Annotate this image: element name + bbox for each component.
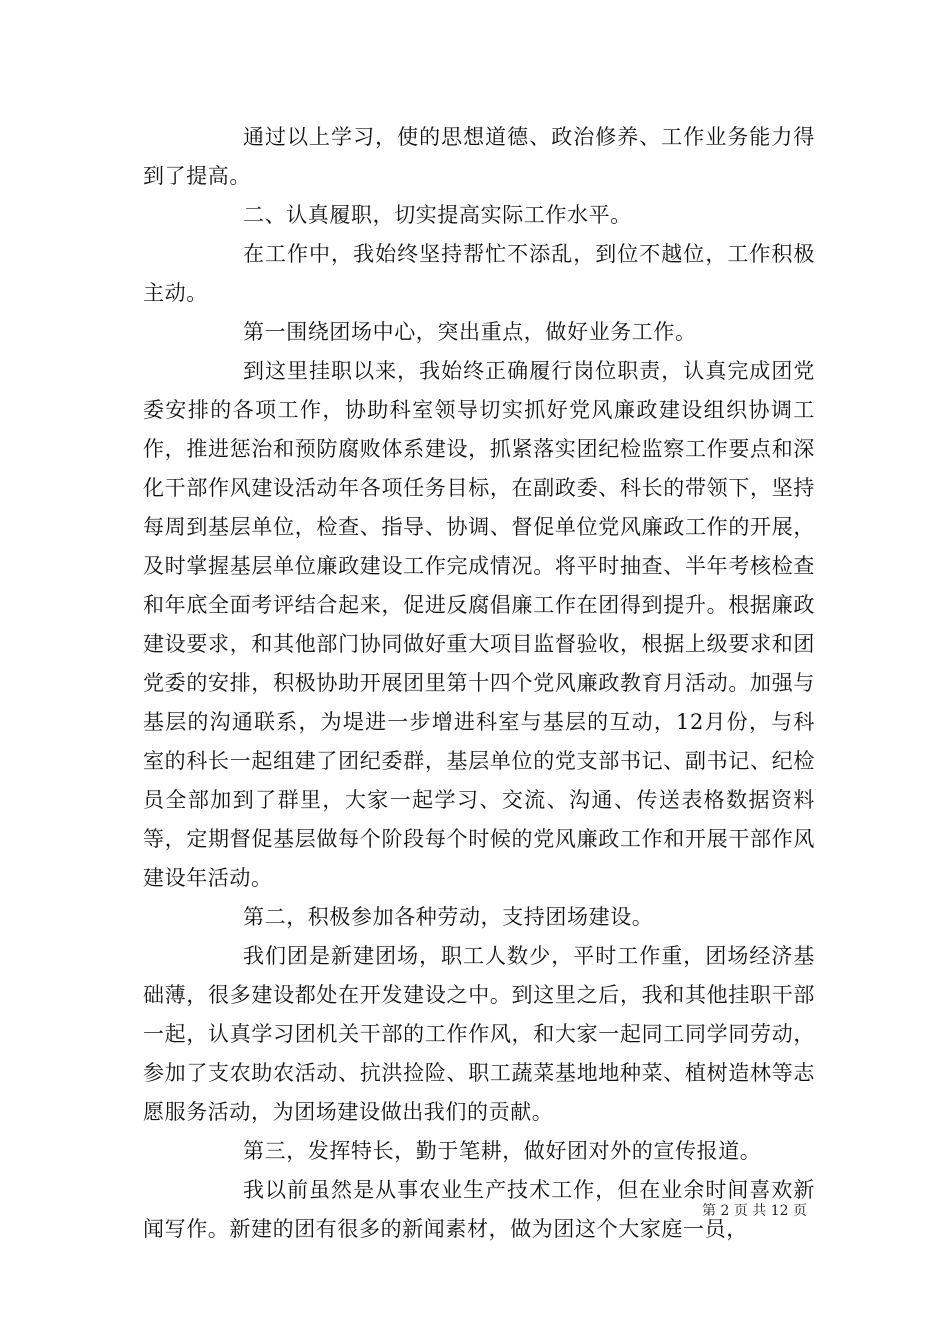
paragraph-2: 二、认真履职，切实提高实际工作水平。 xyxy=(243,203,632,227)
paragraph-4: 第一围绕团场中心，突出重点，做好业务工作。 xyxy=(243,320,697,344)
paragraph-9: 我以前虽然是从事农业生产技术工作，但在业余时间喜欢新闻写作。新建的团有很多的新闻素材，做为团这个大家庭一员， xyxy=(143,1178,815,1241)
paragraph-1: 通过以上学习，使的思想道德、政治修养、工作业务能力得到了提高。 xyxy=(143,125,815,188)
page-footer: 第 2 页 共 12 页 xyxy=(702,1203,807,1219)
paragraph-3: 在工作中，我始终坚持帮忙不添乱，到位不越位，工作积极主动。 xyxy=(143,242,815,305)
paragraph-5: 到这里挂职以来，我始终正确履行岗位职责，认真完成团党委安排的各项工作，协助科室领导切实抓好党风廉政建设组织协调工作，推进惩治和预防腐败体系建设，抓紧落实团纪检监察工作要点和深化干部作风建设活动年各项任务目标，在副政委、科长的带领下，坚持每周到基层单位，检查、指导、协调、督促单位党风廉政工作的开展，及时掌握基层单位廉政建设工作完成情况。将平时抽查、半年考核检查和年底全面考评结合起来，促进反腐倡廉工作在团得到提升。根据廉政建设要求，和其他部门协同做好重大项目监督验收，根据上级要求和团党委的安排，积极协助开展团里第十四个党风廉政教育月活动。加强与基层的沟通联系，为堤进一步增进科室与基层的互动，12月份，与科室的科长一起组建了团纪委群，基层单位的党支部书记、副书记、纪检员全部加到了群里，大家一起学习、交流、沟通、传送表格数据资料等，定期督促基层做每个阶段每个时候的党风廉政工作和开展干部作风建设年活动。 xyxy=(143,359,815,890)
paragraph-6: 第二，积极参加各种劳动，支持团场建设。 xyxy=(243,905,654,929)
paragraph-7: 我们团是新建团场，职工人数少，平时工作重，团场经济基础薄，很多建设都处在开发建设之中。到这里之后，我和其他挂职干部一起，认真学习团机关干部的工作作风，和大家一起同工同学同劳动，参加了支农助农活动、抗洪捡险、职工蔬菜基地地种菜、植树造林等志愿服务活动，为团场建设做出我们的贡献。 xyxy=(143,944,815,1124)
paragraph-8: 第三，发挥特长，勤于笔耕，做好团对外的宣传报道。 xyxy=(243,1139,762,1163)
document-body xyxy=(143,118,815,1249)
